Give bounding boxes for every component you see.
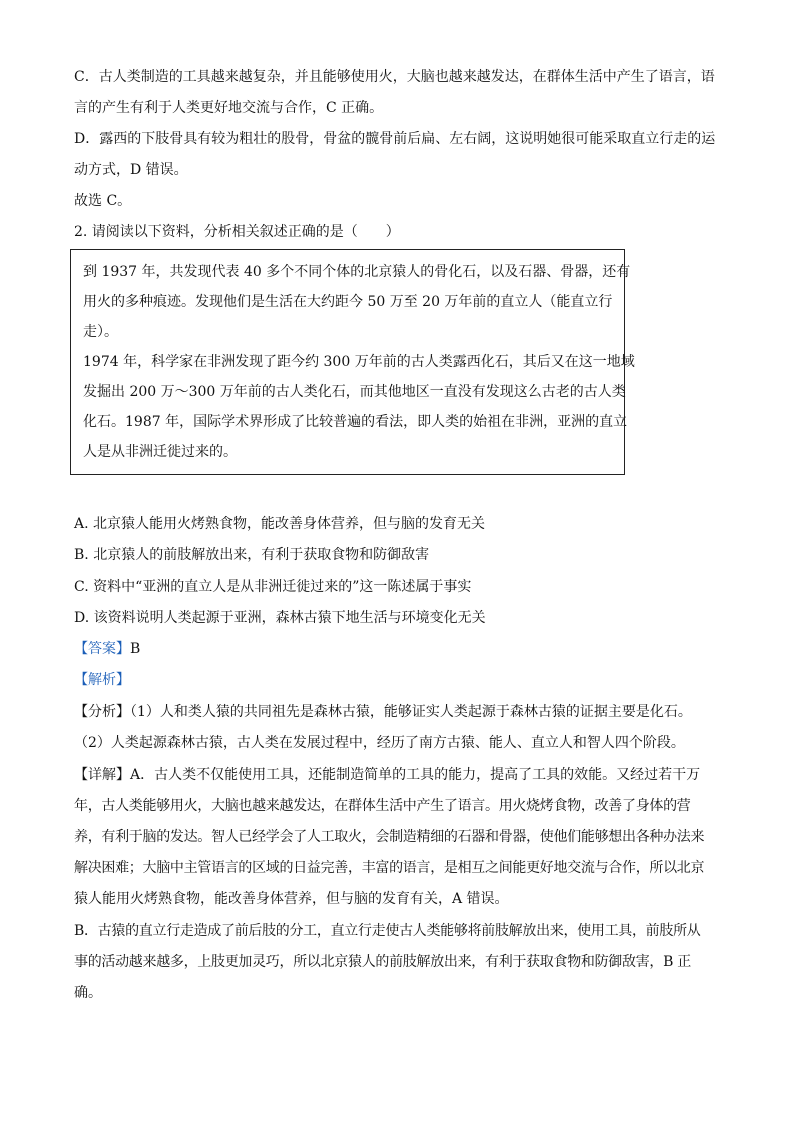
answer-label: 【答案】 xyxy=(74,641,130,657)
xiangjie-b-line: 确。 xyxy=(74,985,102,1001)
xiangjie-a-line: 养，有利于脑的发达。智人已经学会了人工取火，会制造精细的石器和骨器，使他们能够想出各种办法来 xyxy=(74,829,705,845)
xiangjie-b-line: 事的活动越来越多，上肢更加灵巧，所以北京猿人的前肢解放出来，有利于获取食物和防御敌害，B 正 xyxy=(74,954,691,970)
xiangjie-a-line: 解决困难；大脑中主管语言的区域的日益完善，丰富的语言，是相互之间能更好地交流与合作，所以北京 xyxy=(74,860,705,876)
prev-option-d-line-1: D．露西的下肢骨具有较为粗壮的股骨，骨盆的髋骨前后扁、左右阔，这说明她很可能采取直立行走的运 xyxy=(74,131,716,147)
option-d: D. 该资料说明人类起源于亚洲，森林古猿下地生活与环境变化无关 xyxy=(74,610,486,626)
option-a: A. 北京猿人能用火烤熟食物，能改善身体营养，但与脑的发育无关 xyxy=(74,516,486,532)
material-line: 化石。1987 年，国际学术界形成了比较普遍的看法，即人类的始祖在非洲，亚洲的直立 xyxy=(83,414,628,430)
fenxi-text-1: （1）人和类人猿的共同祖先是森林古猿，能够证实人类起源于森林古猿的证据主要是化石。 xyxy=(130,704,692,720)
prev-option-c-line-1: C．古人类制造的工具越来越复杂，并且能够使用火，大脑也越来越发达，在群体生活中产生了语言，语 xyxy=(74,69,715,85)
fenxi-label: 【分析】 xyxy=(74,704,130,720)
xiangjie-text-1: A．古人类不仅能使用工具，还能制造简单的工具的能力，提高了工具的效能。又经过若干万 xyxy=(130,767,701,783)
material-line: 用火的多种痕迹。发现他们是生活在大约距今 50 万至 20 万年前的直立人（能直立行 xyxy=(83,294,613,310)
xiangjie-a-line: 猿人能用火烤熟食物，能改善身体营养，但与脑的发育有关，A 错误。 xyxy=(74,891,509,907)
analysis-label: 【解析】 xyxy=(74,672,130,688)
material-line: 人是从非洲迁徙过来的。 xyxy=(83,444,237,460)
material-line: 发掘出 200 万～300 万年前的古人类化石，而其他地区一直没有发现这么古老的古人类 xyxy=(83,384,626,400)
xiangjie-label: 【详解】 xyxy=(74,767,130,783)
question-stem: 2. 请阅读以下资料，分析相关叙述正确的是（ ） xyxy=(74,224,400,240)
option-b: B. 北京猿人的前肢解放出来，有利于获取食物和防御敌害 xyxy=(74,547,430,563)
material-line: 1974 年，科学家在非洲发现了距今约 300 万年前的古人类露西化石，其后又在这一地域 xyxy=(83,354,635,370)
material-line: 走）。 xyxy=(83,324,118,340)
analysis-header xyxy=(74,670,130,690)
xiangjie-a-line: 年，古人类能够用火，大脑也越来越发达，在群体生活中产生了语言。用火烧烤食物，改善了身体的营 xyxy=(74,798,691,814)
prev-conclusion: 故选 C。 xyxy=(74,193,132,209)
prev-option-c-line-2: 言的产生有利于人类更好地交流与合作，C 正确。 xyxy=(74,100,384,116)
material-box xyxy=(70,249,635,475)
answer-value: B xyxy=(130,641,141,657)
prev-option-d-line-2: 动方式，D 错误。 xyxy=(74,162,188,178)
answer-line xyxy=(74,639,140,659)
xiangjie-b-line: B．古猿的直立行走造成了前后肢的分工，直立行走使古人类能够将前肢解放出来，使用工具，前肢所从 xyxy=(74,923,701,939)
fenxi-line-2: （2）人类起源森林古猿，古人类在发展过程中，经历了南方古猿、能人、直立人和智人四个阶段。 xyxy=(74,735,685,751)
material-line: 到 1937 年，共发现代表 40 多个不同个体的北京猿人的骨化石，以及石器、骨器，还有 xyxy=(83,264,631,280)
xiangjie-line-1 xyxy=(74,765,700,785)
fenxi-line-1 xyxy=(74,702,692,722)
option-c: C. 资料中“亚洲的直立人是从非洲迁徙过来的”这一陈述属于事实 xyxy=(74,579,472,595)
